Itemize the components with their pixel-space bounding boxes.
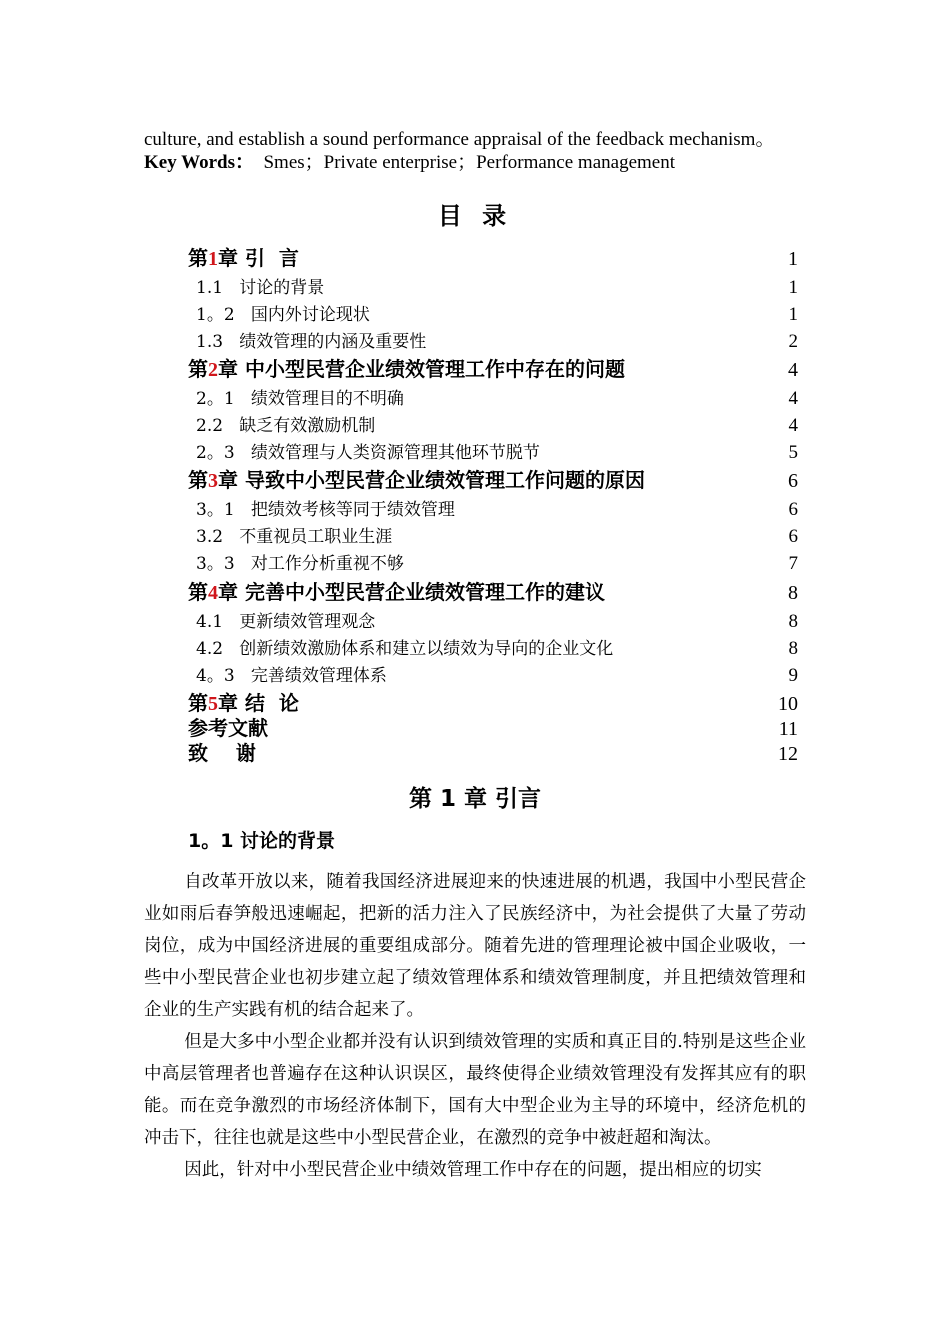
toc-chapter-prefix: 第 <box>188 357 208 381</box>
toc-chapter-number: 3 <box>208 470 218 492</box>
toc-entry-label: 4.2 创新绩效激励体系和建立以绩效为导向的企业文化 <box>196 639 614 659</box>
toc-entry-label: 4.1 更新绩效管理观念 <box>196 612 376 632</box>
toc-chapter-title: 章 导致中小型民营企业绩效管理工作问题的原因 <box>218 468 645 492</box>
section-heading: 1。1 讨论的背景 <box>188 830 336 852</box>
toc-entry-label: 3。3 对工作分析重视不够 <box>196 554 404 574</box>
toc-section-entry <box>188 607 798 633</box>
toc-page-number: 6 <box>788 499 798 520</box>
toc-entry-label: 1。2 国内外讨论现状 <box>196 305 370 325</box>
paragraph: 自改革开放以来，随着我国经济进展迎来的快速进展的机遇，我国中小型民营企业如雨后春笋般迅速崛起，把新的活力注入了民族经济中，为社会提供了大量了劳动岗位，成为中国经济进展的重要组成部分。随着先进的管理理论被中国企业吸收，一些中小型民营企业也初步建立起了绩效管理体系和绩效管理制度，并且把绩效管理和企业的生产实践有机的结合起来了。 <box>144 872 806 1020</box>
body-text <box>144 866 806 1186</box>
toc-page-number: 10 <box>778 693 798 715</box>
toc-page-number: 9 <box>788 665 798 686</box>
toc-page-number: 4 <box>788 415 798 436</box>
toc-page-number: 7 <box>788 553 798 574</box>
toc-chapter-number: 1 <box>208 248 218 270</box>
toc-chapter-title: 章 中小型民营企业绩效管理工作中存在的问题 <box>218 357 625 381</box>
toc-page-number: 12 <box>778 743 798 765</box>
toc-chapter-prefix: 第 <box>188 246 208 270</box>
keywords-line <box>144 147 675 174</box>
toc-page-number: 5 <box>788 442 798 463</box>
toc-section-entry <box>188 661 798 687</box>
paragraph: 因此，针对中小型民营企业中绩效管理工作中存在的问题，提出相应的切实 <box>184 1160 762 1180</box>
toc-page-number: 11 <box>778 718 798 740</box>
toc-page-number: 1 <box>788 304 798 325</box>
toc-entry-label: 3。1 把绩效考核等同于绩效管理 <box>196 500 455 520</box>
toc-page-number: 8 <box>788 611 798 632</box>
toc-section-entry <box>188 300 798 326</box>
toc-entry-label <box>188 464 645 493</box>
toc-page-number: 6 <box>788 526 798 547</box>
toc-page-number: 4 <box>788 388 798 409</box>
toc-entry-label: 2。3 绩效管理与人类资源管理其他环节脱节 <box>196 443 540 463</box>
toc-title: 目 录 <box>437 202 513 230</box>
toc-entry-label: 2。1 绩效管理目的不明确 <box>196 389 404 409</box>
toc-entry-label <box>188 353 625 382</box>
toc-section-entry <box>188 495 798 521</box>
chapter-heading: 第 1 章 引言 <box>408 786 542 812</box>
toc-chapter-prefix: 致 谢 <box>188 741 256 765</box>
toc-page-number: 4 <box>788 359 798 381</box>
toc-chapter-prefix: 参考文献 <box>188 716 268 740</box>
toc-page-number: 1 <box>788 248 798 270</box>
toc-section-entry <box>188 273 798 299</box>
toc-section-entry <box>188 384 798 410</box>
toc-page-number: 2 <box>788 331 798 352</box>
toc-section-entry <box>188 634 798 660</box>
toc-page-number: 8 <box>788 582 798 604</box>
toc-entry-label: 2.2 缺乏有效激励机制 <box>196 416 376 436</box>
toc-section-entry <box>188 411 798 437</box>
toc-entry-label <box>188 576 605 605</box>
toc-page-number: 8 <box>788 638 798 659</box>
toc-entry-label: 3.2 不重视员工职业生涯 <box>196 527 393 547</box>
toc-page-number: 6 <box>788 470 798 492</box>
toc-chapter-number: 4 <box>208 582 218 604</box>
toc-chapter-title: 章 引 言 <box>218 246 299 270</box>
toc-chapter-prefix: 第 <box>188 468 208 492</box>
toc-section-entry <box>188 522 798 548</box>
paragraph: 但是大多中小型企业都并没有认识到绩效管理的实质和真正目的.特别是这些企业中高层管理者也普遍存在这种认识误区，最终使得企业绩效管理没有发挥其应有的职能。而在竞争激烈的市场经济体制下，国有大中型企业为主导的环境中，经济危机的冲击下，往往也就是这些中小型民营企业，在激烈的竞争中被赶超和淘汰。 <box>144 1032 806 1148</box>
toc-chapter-number: 5 <box>208 693 218 715</box>
keywords-label: Key Words： <box>144 152 254 173</box>
toc-chapter-entry <box>188 242 798 271</box>
toc-chapter-entry <box>188 737 798 766</box>
toc-chapter-number: 2 <box>208 359 218 381</box>
toc-chapter-title: 章 结 论 <box>218 691 299 715</box>
toc-entry-label: 1.1 讨论的背景 <box>196 278 325 298</box>
toc-chapter-prefix: 第 <box>188 691 208 715</box>
toc-chapter-prefix: 第 <box>188 580 208 604</box>
toc-entry-label <box>188 737 256 766</box>
toc-entry-label <box>188 242 299 271</box>
toc-entry-label: 4。3 完善绩效管理体系 <box>196 666 387 686</box>
toc-section-entry <box>188 549 798 575</box>
toc-chapter-entry <box>188 353 798 382</box>
toc-entry-label: 1.3 绩效管理的内涵及重要性 <box>196 332 427 352</box>
abstract-continuation: culture, and establish a sound performance appraisal of the feedback mechanism。 <box>144 129 775 150</box>
toc-page-number: 1 <box>788 277 798 298</box>
keywords-text: Smes；Private enterprise；Performance management <box>253 152 675 173</box>
toc-section-entry <box>188 327 798 353</box>
toc-chapter-entry <box>188 464 798 493</box>
toc-chapter-title: 章 完善中小型民营企业绩效管理工作的建议 <box>218 580 605 604</box>
toc-chapter-entry <box>188 576 798 605</box>
toc-section-entry <box>188 438 798 464</box>
